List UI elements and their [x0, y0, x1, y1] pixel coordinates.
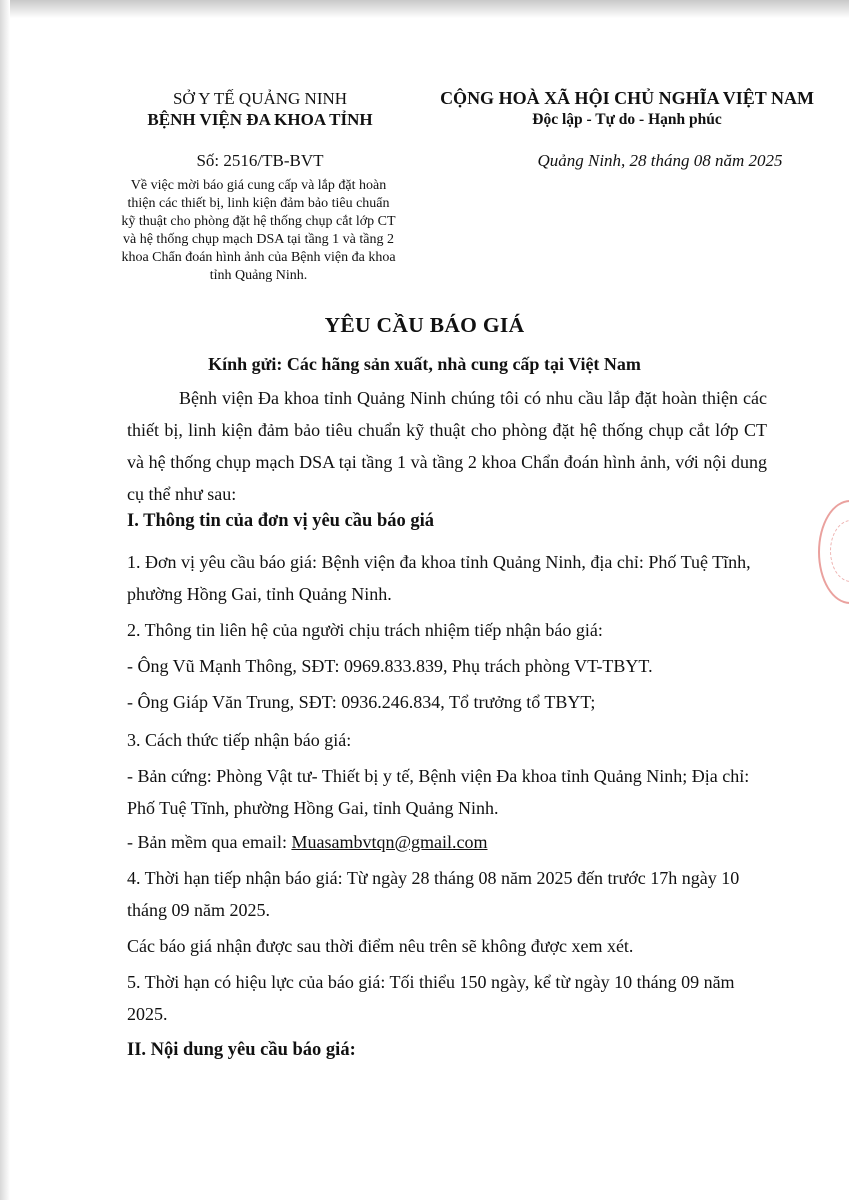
item-2: 2. Thông tin liên hệ của người chịu trách nhiệm tiếp nhận báo giá: — [127, 620, 603, 640]
hardcopy-method: - Bản cứng: Phòng Vật tư- Thiết bị y tế, Bệnh viện Đa khoa tỉnh Quảng Ninh; Địa chỉ: Phố Tuệ Tĩnh, phường Hồng Gai, tỉnh Quảng Ninh. — [127, 766, 750, 818]
softcopy-label: - Bản mềm qua email: — [127, 832, 292, 852]
subject-line: kỹ thuật cho phòng đặt hệ thống chụp cắt lớp CT — [121, 214, 396, 229]
document-subject — [107, 177, 410, 285]
document-title: YÊU CẦU BÁO GIÁ — [324, 313, 525, 337]
item-3: 3. Cách thức tiếp nhận báo giá: — [127, 730, 352, 750]
subject-line: và hệ thống chụp mạch DSA tại tầng 1 và tầng 2 — [123, 232, 394, 247]
hospital-name: BỆNH VIỆN ĐA KHOA TỈNH — [147, 110, 373, 129]
country-name: CỘNG HOÀ XÃ HỘI CHỦ NGHĨA VIỆT NAM — [440, 88, 814, 108]
email-link[interactable]: Muasambvtqn@gmail.com — [291, 832, 488, 852]
document-date: Quảng Ninh, 28 tháng 08 năm 2025 — [537, 151, 783, 170]
issuer-block — [110, 88, 410, 130]
scan-edge-top — [0, 0, 849, 18]
agency-name: SỞ Y TẾ QUẢNG NINH — [172, 89, 348, 108]
item-4: 4. Thời hạn tiếp nhận báo giá: Từ ngày 28 tháng 08 năm 2025 đến trước 17h ngày 10 tháng 09 năm 2025. — [127, 868, 740, 920]
intro-paragraph: Bệnh viện Đa khoa tỉnh Quảng Ninh chúng tôi có nhu cầu lắp đặt hoàn thiện các thiết bị, linh kiện đảm bảo tiêu chuẩn kỹ thuật cho phòng đặt hệ thống chụp cắt lớp CT và hệ thống chụp mạch DSA tại tầng 1 và tầng 2 khoa Chẩn đoán hình ảnh, với nội dung cụ thể như sau: — [127, 388, 767, 504]
subject-line: tỉnh Quảng Ninh. — [209, 268, 308, 283]
document-number: Số: 2516/TB-BVT — [196, 151, 324, 170]
subject-line: khoa Chẩn đoán hình ảnh của Bệnh viện đa khoa — [121, 250, 396, 265]
contact-1: - Ông Vũ Mạnh Thông, SĐT: 0969.833.839, Phụ trách phòng VT-TBYT. — [127, 656, 653, 676]
rejection-note: Các báo giá nhận được sau thời điểm nêu trên sẽ không được xem xét. — [127, 936, 634, 956]
section-2-heading: II. Nội dung yêu cầu báo giá: — [127, 1040, 356, 1060]
greeting: Kính gửi: Các hãng sản xuất, nhà cung cấp tại Việt Nam — [208, 354, 641, 374]
section-1-heading: I. Thông tin của đơn vị yêu cầu báo giá — [127, 511, 435, 531]
motto: Độc lập - Tự do - Hạnh phúc — [532, 111, 722, 128]
subject-line: thiện các thiết bị, linh kiện đảm bảo tiêu chuẩn — [127, 196, 390, 211]
item-5: 5. Thời hạn có hiệu lực của báo giá: Tối thiểu 150 ngày, kể từ ngày 10 tháng 09 năm 2025. — [127, 972, 735, 1024]
item-1: 1. Đơn vị yêu cầu báo giá: Bệnh viện đa khoa tỉnh Quảng Ninh, địa chỉ: Phố Tuệ Tĩnh, phường Hồng Gai, tỉnh Quảng Ninh. — [127, 552, 751, 604]
scan-edge-left — [0, 0, 10, 1200]
softcopy-method — [127, 826, 767, 858]
national-header — [422, 88, 832, 130]
subject-line: Về việc mời báo giá cung cấp và lắp đặt hoàn — [130, 178, 387, 193]
contact-2: - Ông Giáp Văn Trung, SĐT: 0936.246.834, Tổ trưởng tổ TBYT; — [127, 692, 596, 712]
